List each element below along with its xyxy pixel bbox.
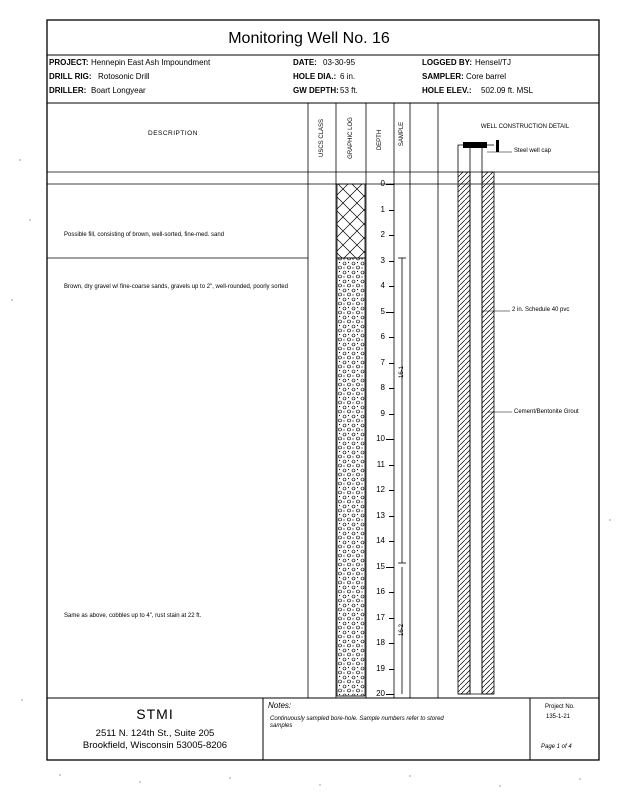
project-label: PROJECT:: [49, 58, 89, 67]
address-line-1: 2511 N. 124th St., Suite 205: [95, 728, 215, 739]
depth-tick: [389, 210, 394, 211]
depth-tick: [389, 618, 394, 619]
sampler-label: SAMPLER:: [422, 72, 464, 81]
uscs-header: USCS CLASS: [319, 118, 325, 158]
hole-elev-label: HOLE ELEV.:: [422, 86, 472, 95]
depth-tick: [389, 669, 394, 670]
hole-elev-value: 502.09 ft. MSL: [481, 86, 534, 95]
address-line-2: Brookfield, Wisconsin 53005-8206: [82, 740, 228, 751]
drill-rig-label: DRILL RIG:: [49, 72, 92, 81]
depth-tick: [389, 643, 394, 644]
project-no-label: Project No.: [545, 704, 575, 710]
hole-dia-label: HOLE DIA.:: [293, 72, 337, 81]
depth-tick: [389, 541, 394, 542]
depth-tick-label: 0: [380, 179, 385, 188]
depth-tick: [389, 388, 394, 389]
depth-tick-label: 4: [380, 281, 385, 290]
sample-header: SAMPLE: [399, 121, 405, 147]
project-no-value: 135-1-21: [546, 714, 571, 720]
well-header: WELL CONSTRUCTION DETAIL: [480, 124, 570, 130]
depth-tick-label: 5: [380, 306, 385, 316]
depth-tick-label: 16: [376, 587, 385, 596]
depth-tick-label: 10: [376, 434, 385, 443]
depth-tick: [386, 184, 394, 185]
driller-label: DRILLER:: [49, 86, 87, 95]
page-number: Page 1 of 4: [541, 744, 572, 750]
depth-tick-label: 13: [376, 510, 385, 520]
depth-tick: [389, 337, 394, 338]
depth-tick: [389, 286, 394, 287]
depth-tick: [389, 414, 394, 415]
depth-tick: [389, 261, 394, 262]
depth-tick: [386, 567, 394, 568]
depth-tick-label: 3: [380, 255, 385, 265]
depth-tick-label: 19: [376, 663, 385, 673]
depth-tick-label: 6: [380, 332, 385, 341]
sample-label: 16-2: [399, 623, 405, 637]
depth-tick-label: 9: [380, 408, 385, 418]
depth-tick: [389, 592, 394, 593]
description-gravel: Brown, dry gravel w/ fine-coarse sands, gravels up to 2", well-rounded, poorly sorted: [64, 284, 288, 290]
depth-tick-label: 14: [376, 536, 385, 545]
graphic-log-header: GRAPHIC LOG: [348, 117, 354, 159]
annulus-label: Cement/Bentonite Grout: [514, 409, 579, 415]
depth-tick-label: 17: [376, 612, 385, 622]
depth-tick: [389, 516, 394, 517]
depth-tick: [389, 363, 394, 364]
well-cap-label: Steel well cap: [514, 148, 552, 154]
project-value: Hennepin East Ash Impoundment: [91, 58, 211, 67]
company-name: STMI: [136, 706, 174, 722]
description-fill: Possible fill, consisting of brown, well-sorted, fine-med. sand: [64, 232, 225, 238]
depth-tick: [389, 465, 394, 466]
sampler-value: Core barrel: [466, 72, 507, 81]
depth-tick-label: 1: [380, 204, 385, 214]
date-label: DATE:: [293, 58, 317, 67]
depth-tick-label: 12: [376, 485, 385, 494]
logged-by-label: LOGGED BY:: [422, 58, 473, 67]
depth-tick-label: 15: [376, 561, 385, 571]
depth-tick: [386, 694, 394, 695]
date-value: 03-30-95: [323, 58, 356, 67]
gw-depth-label: GW DEPTH:: [293, 86, 339, 95]
depth-tick-label: 11: [376, 459, 385, 469]
sample-label: 16-1: [399, 365, 405, 379]
depth-tick: [386, 439, 394, 440]
depth-tick: [386, 312, 394, 313]
logged-by-value: Hensel/TJ: [475, 58, 512, 67]
depth-tick: [389, 490, 394, 491]
depth-header: DEPTH: [377, 129, 383, 151]
notes-label: Notes:: [268, 701, 292, 710]
page-title: Monitoring Well No. 16: [228, 30, 390, 47]
gw-depth-value: 53 ft.: [340, 86, 358, 95]
casing-label: 2 in. Schedule 40 pvc: [512, 307, 570, 313]
hole-dia-value: 6 in.: [340, 72, 356, 81]
depth-tick-label: 20: [376, 689, 385, 698]
depth-tick-label: 7: [380, 357, 385, 367]
depth-tick-label: 18: [376, 638, 385, 647]
description-cobbles: Same as above, cobbles up to 4", rust stain at 22 ft.: [64, 613, 202, 619]
drill-rig-value: Rotosonic Drill: [98, 72, 150, 81]
notes-text: Continuously sampled bore-hole. Sample numbers refer to stored samples: [270, 716, 444, 729]
depth-tick: [389, 235, 394, 236]
depth-tick-label: 2: [380, 230, 385, 239]
driller-value: Boart Longyear: [91, 86, 146, 95]
depth-tick-label: 8: [380, 383, 385, 392]
description-header: DESCRIPTION: [148, 130, 198, 137]
